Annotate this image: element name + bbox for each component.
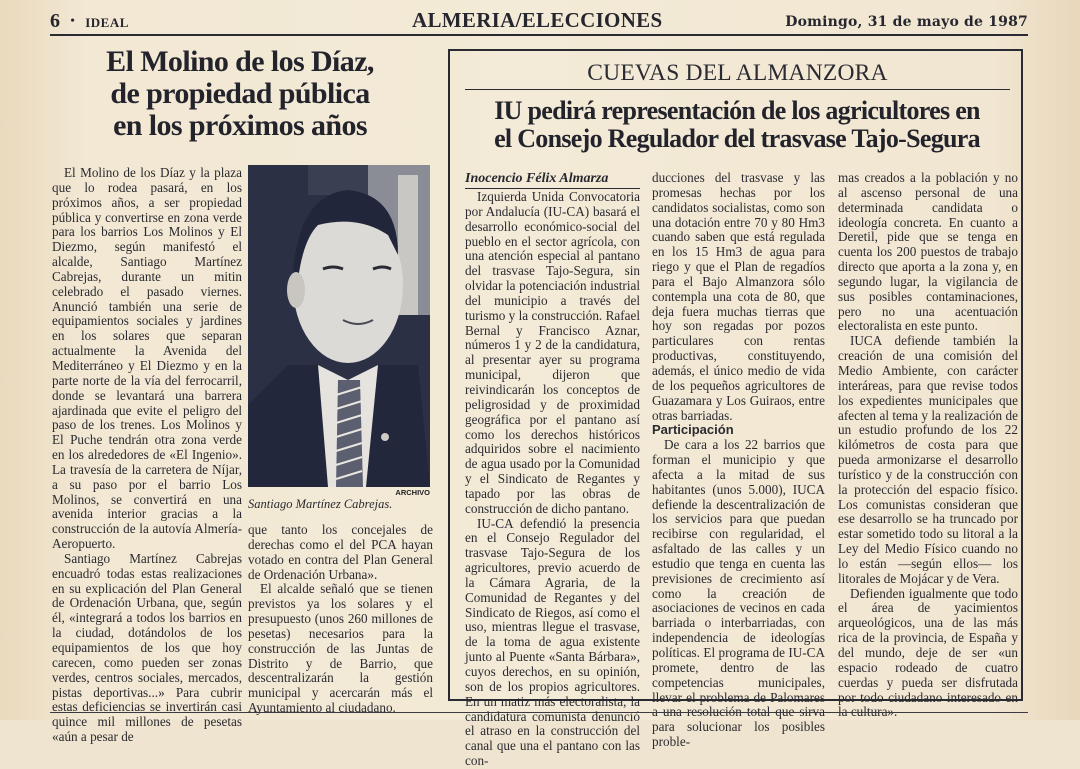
headline-line: en los próximos años: [113, 109, 367, 142]
headline-line: El Molino de los Díaz,: [106, 45, 374, 78]
left-article-column-2: [248, 523, 433, 716]
right-article-column-2: [652, 171, 825, 750]
kicker-divider: [465, 89, 1010, 90]
paragraph: ducciones del trasvase y las promesas hechas por los candidatos socialistas, como son una dotación entre 70 y 80 Hm3 cuando saben que está regulada en los 15 Hm3 de agua para riego y que el Plan de regadíos para el Bajo Almanzora sólo contempla una cota de 80, que deja fuera muchas tierras que hoy son regadas por pozos particulares con rentas productivas, constituyendo, además, el único medio de vida de los pequeños agricultores de Guazamara y Los Guiraos, entre otras barriadas.: [652, 170, 825, 423]
right-article-column-3: [838, 171, 1018, 720]
masthead: [50, 8, 1028, 36]
right-article-column-1: [465, 190, 640, 769]
headline-line: el Consejo Regulador del trasvase Tajo-Segura: [494, 124, 980, 153]
publication-name: IDEAL: [85, 15, 129, 30]
masthead-left: [50, 10, 129, 33]
paragraph: El Molino de los Díaz y la plaza que lo rodea pasará, en los próximos años, a ser propiedad pública y convertirse en zona verde para los barrios Los Molinos y El Diezmo, según manifestó el alcalde, Santiago Martínez Cabrejas, durante un mitin celebrado el pasado viernes. Anunció también una serie de equipamientos sociales y jardines en los solares que separan actualmente la Avenida del Mediterráneo y El Diezmo y en la parte norte de la vía del ferrocarril, donde se levantará una barrera ajardinada que evite el peligro del paso de los trenes. Los Molinos y El Puche tendrán otra zona verde en los alrededores de «El Ingenio». La travesía de la carretera de Níjar, a su paso por el barrio Los Molinos, se convertirá en una avenida interior gracias a la construcción de la autovía Almería-Aeropuerto.: [52, 165, 242, 552]
photo-caption: Santiago Martínez Cabrejas.: [248, 497, 393, 511]
paragraph: Izquierda Unida Convocatoria por Andalucía (IU-CA) basará el desarrollo económico-social del pueblo en el sector agrícola, con una atención especial al pantano del trasvase Tajo-Segura, sin olvidar la potenciación industrial del municipio a través del turismo y la construcción. Rafael Bernal y Francisco Aznar, números 1 y 2 de la candidatura, al presentar ayer su programa municipal, dijeron que reivindicarán los conceptos de peligrosidad y de proximidad geográfica por el pantano así como los derechos históricos adquiridos sobre el nacimiento de agua usado por la Comunidad y el Sindicato de Regantes y tapado por las obras de construcción de dicho pantano.: [465, 189, 640, 516]
paragraph: IU-CA defendió la presencia en el Consejo Regulador del trasvase Tajo-Segura de los agricultores, previo acuerdo de la Cámara Agraria, de la Comunidad de Regantes y del Sindicato de Riegos, así como el uso, mientras llegue el trasvase, de la toma de agua existente junto al Puente «Santa Bárbara», cuyos derechos, en su opinión, son de los propios agricultores. En un matiz más electoralista, la candidatura comunista denunció el atraso en la construcción del canal que una el pantano con las con-: [465, 515, 640, 769]
page-number: 6: [50, 10, 60, 32]
section-title: ALMERIA/ELECCIONES: [412, 8, 663, 32]
left-article-column-1: [52, 166, 242, 745]
byline: Inocencio Félix Almarza: [465, 171, 640, 189]
subheading: Participación: [652, 422, 734, 438]
right-article-headline: [462, 97, 1012, 153]
bottom-divider: [50, 712, 1028, 713]
issue-date: Domingo, 31 de mayo de 1987: [785, 14, 1028, 30]
portrait-photo: [248, 165, 430, 487]
paragraph: que tanto los concejales de derechas como el del PCA hayan votado en contra del Plan General de Ordenación Urbana».: [248, 522, 433, 582]
article-kicker: CUEVAS DEL ALMANZORA: [587, 60, 888, 86]
paragraph: Santiago Martínez Cabrejas encuadró todas estas realizaciones en su explicación del Plan General de Ordenación Urbana, que, según él, «integrará a todos los barrios en la ciudad, dotándolos de los equipamientos de los que hoy carecen, como pueden ser zonas verdes, centros sociales, mercados, pistas deportivas...» Para cubrir estas deficiencias se invertirán casi quince mil millones de pesetas «aún a pesar de: [52, 550, 242, 745]
photo-credit: ARCHIVO: [395, 488, 430, 497]
headline-line: IU pedirá representación de los agricultores en: [494, 96, 980, 125]
paragraph: De cara a los 22 barrios que forman el municipio y que afecta a la mitad de sus habitantes (unos 5.000), IUCA defiende la descentralización de los servicios para que puedan recibirse con regularidad, el asfaltado de las calles y un estudio que tenga en cuenta las previsiones de crecimiento así como la creación de asociaciones de vecinos en cada barriada o interbarriadas, con independencia de ideologías políticas. El programa de IU-CA promete, dentro de las competencias municipales, llevar el problema de Palomares a una resolución total que sirva para solucionar los posibles proble-: [652, 437, 825, 750]
paragraph: El alcalde señaló que se tienen previstos ya los solares y el presupuesto (unos 260 millones de pesetas) necesarios para la construcción de las Juntas de Distrito y de Barrio, que descentralizarán la gestión municipal y acercarán más el Ayuntamiento al ciudadano.: [248, 581, 433, 716]
bullet-separator: •: [70, 13, 75, 27]
paragraph: mas creados a la población y no al ascenso personal de una determinada candidata o ideología concreta. En cuanto a Deretil, pide que se tenga en cuenta los 200 puestos de trabajo directo que aporta a la zona y, en segundo lugar, la vigilancia de sus posibles contaminaciones, pero no una acentuación electoralista en este punto.: [838, 170, 1018, 334]
left-article-headline: [60, 46, 420, 142]
paragraph: Defienden igualmente que todo el área de yacimientos arqueológicos, una de las más rica de la provincia, de España y del mundo, deje de ser «un espacio rodeado de cuatro cuerdas y pueda ser disfrutada por todo ciudadano interesado en la cultura».: [838, 585, 1018, 720]
portrait-illustration: [248, 165, 430, 487]
paragraph: IUCA defiende también la creación de una comisión del Medio Ambiente, con carácter interáreas, para que revise todos los expedientes municipales que afecten al tema y la realización de un estudio profundo de los 22 kilómetros de costa para que pueda armonizarse el desarrollo turístico y de la construcción con la protección del espacio físico. Los comunistas consideran que ese desarrollo se ha truncado por estar sometido todo su litoral a la Ley del Medio Físico cuando no lo están —según ellos— los litorales de Mojácar y de Vera.: [838, 333, 1018, 586]
headline-line: de propiedad pública: [110, 77, 370, 110]
